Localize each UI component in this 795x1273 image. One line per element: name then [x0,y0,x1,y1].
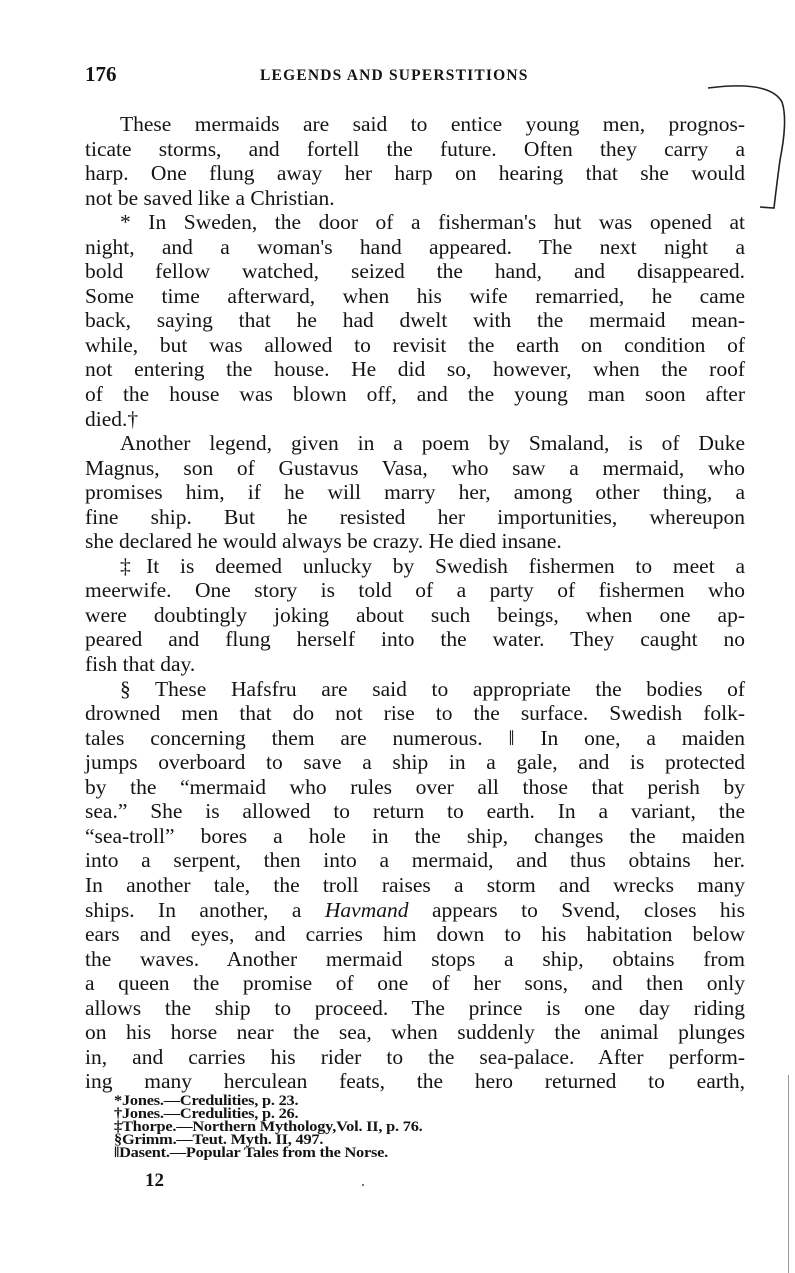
footnotes [114,1095,423,1160]
text-line: a queen the promise of one of her sons, and then only [85,971,745,996]
text-line: drowned men that do not rise to the surface. Swedish folk- [85,701,745,726]
text-line: into a serpent, then into a mermaid, and thus obtains her. [85,848,745,873]
text-line: the waves. Another mermaid stops a ship, obtains from [85,946,745,971]
paragraph [85,677,745,1094]
text-line: ears and eyes, and carries him down to his habitation below [85,922,745,947]
text-line: allows the ship to proceed. The prince is one day riding [85,995,745,1020]
text-line: died.† [85,406,139,431]
text-line: were doubtingly joking about such beings, when one ap- [85,602,745,627]
paragraph [85,210,745,431]
footnote: †Jones.—Credulities, p. 26. [114,1106,299,1122]
text-line: she declared he would always be crazy. He died insane. [85,529,562,554]
text-line: * In Sweden, the door of a fisherman's hut was opened at [120,210,745,235]
text-line: fish that day. [85,652,196,677]
text-line: § These Hafsfru are said to appropriate the bodies of [120,676,745,701]
text-line: of the house was blown off, and the young man soon after [85,382,745,407]
text-line: Some time afterward, when his wife remarried, he came [85,283,745,308]
text-line: In another tale, the troll raises a storm and wrecks many [85,872,745,897]
footnote: ‖Dasent.—Popular Tales from the Norse. [114,1145,389,1161]
text-line: sea.” She is allowed to return to earth. In a variant, the [85,799,745,824]
text-run: ships. In another, a [85,897,325,922]
paragraph [85,112,745,210]
footnote: §Grimm.—Teut. Myth. II, 497. [114,1132,324,1148]
footnote: *Jones.—Credulities, p. 23. [114,1093,299,1109]
text-line: Magnus, son of Gustavus Vasa, who saw a mermaid, who [85,455,745,480]
paragraph [85,431,745,554]
text-line: meerwife. One story is told of a party of fishermen who [85,578,745,603]
text-line: harp. One flung away her harp on hearing that she would [85,161,745,186]
paragraph [85,554,745,677]
text-line: jumps overboard to save a ship in a gale, and is protected [85,750,745,775]
text-line: promises him, if he will marry her, among other thing, a [85,480,745,505]
text-line: ticate storms, and fortell the future. Often they carry a [85,136,745,161]
text-line: back, saying that he had dwelt with the mermaid mean- [85,308,745,333]
footnote: ‡Thorpe.—Northern Mythology,Vol. II, p. 76. [114,1119,423,1135]
body-text [85,112,745,1094]
text-run: appears to Svend, closes his [408,897,745,922]
text-line: tales concerning them are numerous. ‖ In one, a maiden [85,725,745,750]
text-line: Another legend, given in a poem by Smaland, is of Duke [120,431,745,456]
page-number: 176 [85,62,117,86]
page-edge [788,1075,789,1273]
scan-speck [362,1184,364,1186]
text-line: on his horse near the sea, when suddenly the animal plunges [85,1020,745,1045]
text-line: ‡It is deemed unlucky by Swedish fishermen to meet a [120,553,745,578]
text-line: by the “mermaid who rules over all those that perish by [85,774,745,799]
running-head: LEGENDS AND SUPERSTITIONS [260,67,529,84]
text-line: peared and flung herself into the water. They caught no [85,627,745,652]
text-line: “sea-troll” bores a hole in the ship, changes the maiden [85,823,745,848]
text-line: These mermaids are said to entice young men, prognos- [120,112,745,136]
italic-term: Havmand [324,897,409,922]
text-line: in, and carries his rider to the sea-palace. After perform- [85,1044,745,1069]
text-line: night, and a woman's hand appeared. The next night a [85,234,745,259]
text-line: while, but was allowed to revisit the earth on condition of [85,332,745,357]
text-line: not be saved like a Christian. [85,185,335,210]
text-line [85,898,745,923]
text-line: not entering the house. He did so, however, when the roof [85,357,745,382]
signature-mark: 12 [145,1170,164,1191]
text-line: bold fellow watched, seized the hand, and disappeared. [85,259,745,284]
text-line: ing many herculean feats, the hero returned to earth, [85,1069,745,1094]
text-line: fine ship. But he resisted her importunities, whereupon [85,504,745,529]
